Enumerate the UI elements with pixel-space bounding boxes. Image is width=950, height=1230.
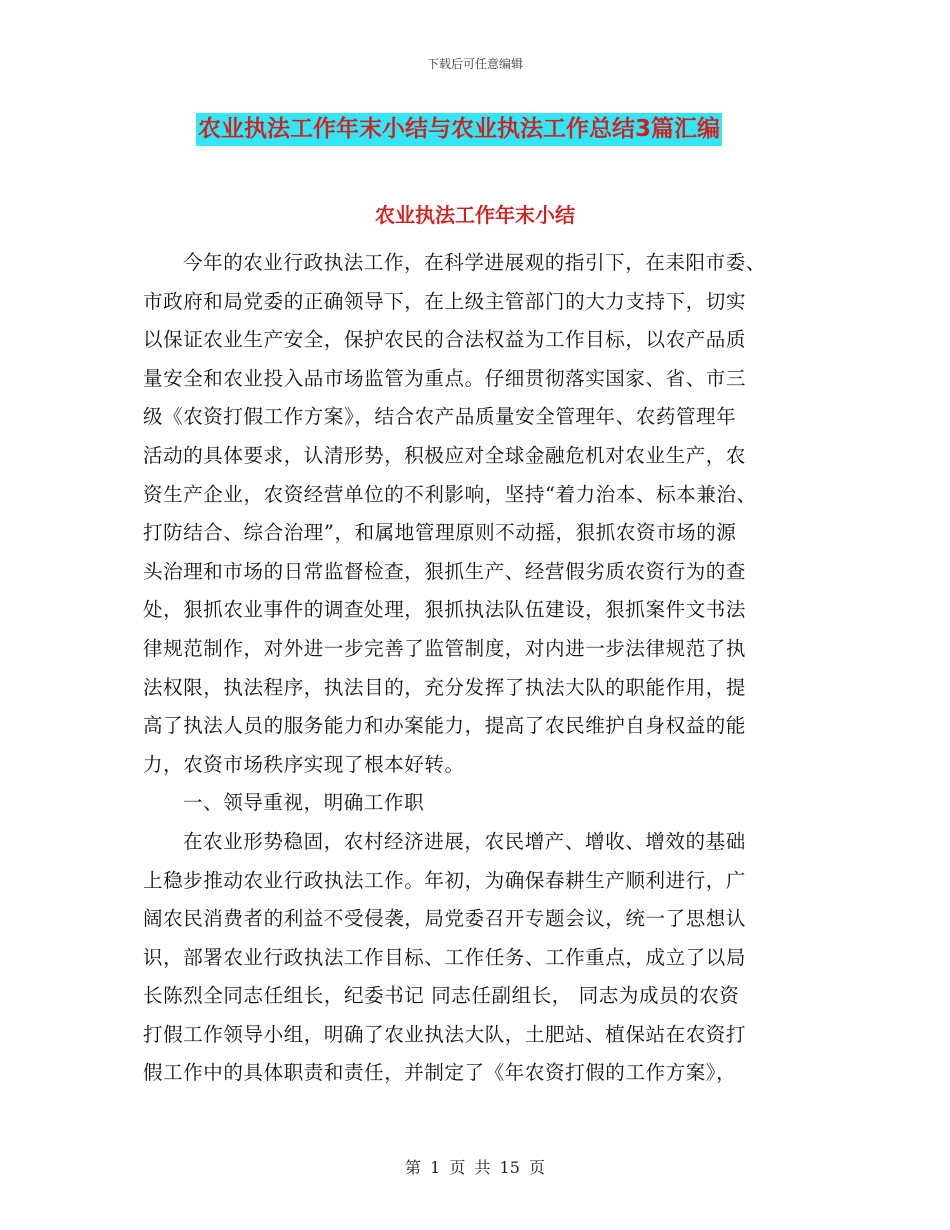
paragraph-line: 高了执法人员的服务能力和办案能力，提高了农民维护自身权益的能 bbox=[143, 714, 747, 738]
paragraph-line: 以保证农业生产安全，保护农民的合法权益为工作目标，以农产品质 bbox=[143, 328, 747, 352]
paragraph-line: 打假工作领导小组，明确了农业执法大队，土肥站、植保站在农资打 bbox=[143, 1022, 747, 1046]
paragraph-line: 假工作中的具体职责和责任，并制定了《年农资打假的工作方案》， bbox=[143, 1061, 737, 1085]
paragraph-line: 量安全和农业投入品市场监管为重点。仔细贯彻落实国家、省、市三 bbox=[143, 366, 747, 390]
document-title: 农业执法工作年末小结与农业执法工作总结3篇汇编 bbox=[196, 113, 722, 146]
paragraph-line: 识，部署农业行政执法工作目标、工作任务、工作重点，成立了以局 bbox=[143, 945, 747, 969]
paragraph-line: 活动的具体要求，认清形势，积极应对全球金融危机对农业生产，农 bbox=[143, 443, 747, 467]
section-title: 农业执法工作年末小结 bbox=[375, 203, 575, 227]
paragraph-line: 今年的农业行政执法工作，在科学进展观的指引下，在耒阳市委、 bbox=[183, 251, 766, 274]
paragraph-line: 打防结合、综合治理”，和属地管理原则不动摇，狠抓农资市场的源 bbox=[143, 521, 737, 545]
paragraph-line: 资生产企业，农资经营单位的不利影响，坚持“着力治本、标本兼治、 bbox=[143, 482, 757, 506]
paragraph-line: 力，农资市场秩序实现了根本好转。 bbox=[143, 752, 465, 776]
paragraph-line: 上稳步推动农业行政执法工作。年初，为确保春耕生产顺利进行，广 bbox=[143, 868, 747, 892]
paragraph-line: 头治理和市场的日常监督检查，狠抓生产、经营假劣质农资行为的查 bbox=[143, 559, 747, 583]
header-note: 下载后可任意编辑 bbox=[426, 57, 523, 71]
paragraph-line: 市政府和局党委的正确领导下，在上级主管部门的大力支持下，切实 bbox=[143, 289, 747, 313]
page-footer: 第 1 页 共 15 页 bbox=[405, 1158, 545, 1177]
paragraph-line: 法权限，执法程序，执法目的，充分发挥了执法大队的职能作用，提 bbox=[143, 675, 747, 699]
paragraph-line: 长陈烈全同志任组长，纪委书记 同志任副组长， 同志为成员的农资 bbox=[143, 984, 740, 1008]
body-text bbox=[143, 244, 811, 1093]
paragraph-line: 在农业形势稳固，农村经济进展，农民增产、增收、增效的基础 bbox=[183, 829, 746, 853]
paragraph-line: 阔农民消费者的利益不受侵袭，局党委召开专题会议，统一了思想认 bbox=[143, 907, 747, 931]
paragraph-line: 处，狠抓农业事件的调查处理，狠抓执法队伍建设，狠抓案件文书法 bbox=[143, 598, 747, 622]
paragraph-line: 律规范制作，对外进一步完善了监管制度，对内进一步法律规范了执 bbox=[143, 636, 747, 660]
section-heading: 一、领导重视，明确工作职 bbox=[183, 791, 425, 815]
paragraph-line: 级《农资打假工作方案》，结合农产品质量安全管理年、农药管理年 bbox=[143, 405, 737, 429]
